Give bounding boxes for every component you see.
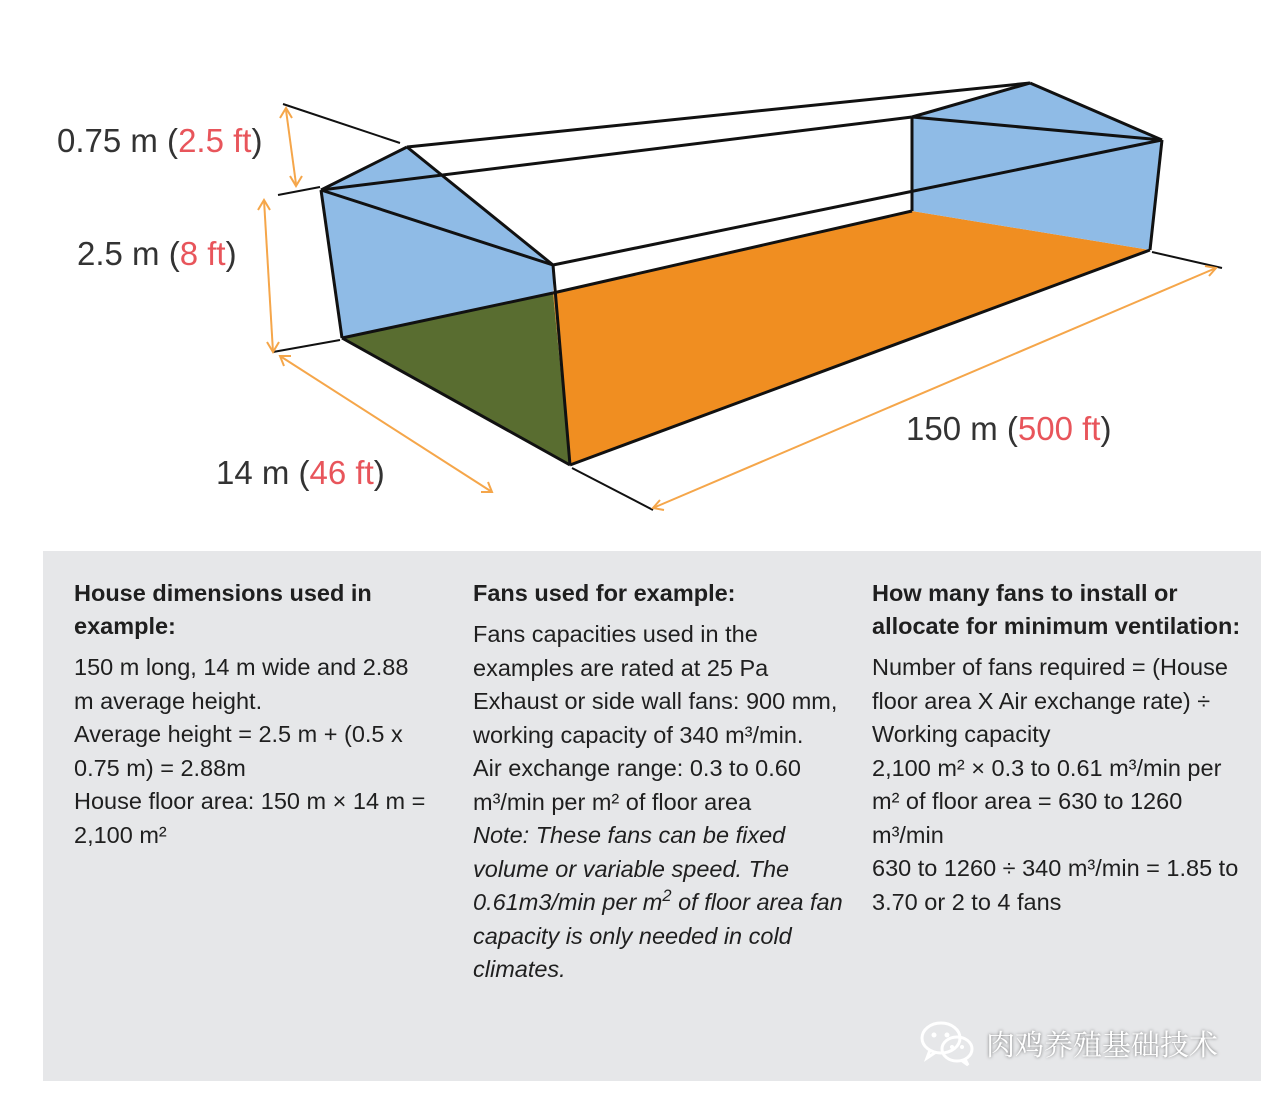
watermark <box>918 1010 1218 1076</box>
wall-height-imperial: 8 ft <box>179 235 226 272</box>
width-imperial: 46 ft <box>309 454 374 491</box>
length-label: 150 m (500 ft) <box>906 410 1112 447</box>
width-metric: 14 m <box>216 454 290 491</box>
roof-height-metric: 0.75 m <box>57 122 158 159</box>
wall-height-metric: 2.5 m <box>77 235 160 272</box>
fans-heading: Fans used for example: <box>473 580 736 606</box>
house-dimensions-column <box>74 577 434 852</box>
roof-height-imperial: 2.5 ft <box>178 122 252 159</box>
fans-column <box>473 577 843 987</box>
wall-height-label: 2.5 m (8 ft) <box>77 235 237 272</box>
info-line: Air exchange range: 0.3 to 0.60 m³/min per m² of floor area <box>473 755 801 815</box>
info-line: Average height = 2.5 m + (0.5 x 0.75 m) = 2.88m <box>74 721 403 781</box>
fan-count-heading: How many fans to install or allocate for minimum ventilation: <box>872 580 1241 639</box>
house-dimensions-heading: House dimensions used in example: <box>74 580 372 639</box>
info-line: Fans capacities used in the examples are rated at 25 Pa <box>473 621 769 681</box>
length-imperial: 500 ft <box>1017 410 1101 447</box>
length-metric: 150 m <box>906 410 998 447</box>
wechat-icon <box>918 1018 976 1068</box>
house-diagram <box>0 0 1280 545</box>
info-panel <box>43 551 1261 1081</box>
info-line: House floor area: 150 m × 14 m = 2,100 m² <box>74 788 426 848</box>
info-line: Number of fans required = (House floor area X Air exchange rate) ÷ Working capacity <box>872 654 1228 747</box>
info-line: 2,100 m² × 0.3 to 0.61 m³/min per m² of floor area = 630 to 1260 m³/min <box>872 754 1222 848</box>
width-label: 14 m (46 ft) <box>216 454 385 491</box>
info-line: Exhaust or side wall fans: 900 mm, working capacity of 340 m³/min. <box>473 688 838 748</box>
info-line: 630 to 1260 ÷ 340 m³/min = 1.85 to 3.70 or 2 to 4 fans <box>872 855 1239 915</box>
fans-note: Note: These fans can be fixed volume or variable speed. The 0.61m3/min per $m^2$ of floor area fan capacity is only needed in cold climates. <box>473 822 843 982</box>
watermark-text: 肉鸡养殖基础技术 <box>986 1027 1219 1062</box>
info-line: 150 m long, 14 m wide and 2.88 m average height. <box>74 654 409 714</box>
fan-count-column <box>872 577 1242 919</box>
roof-height-label: 0.75 m (2.5 ft) <box>57 122 263 159</box>
